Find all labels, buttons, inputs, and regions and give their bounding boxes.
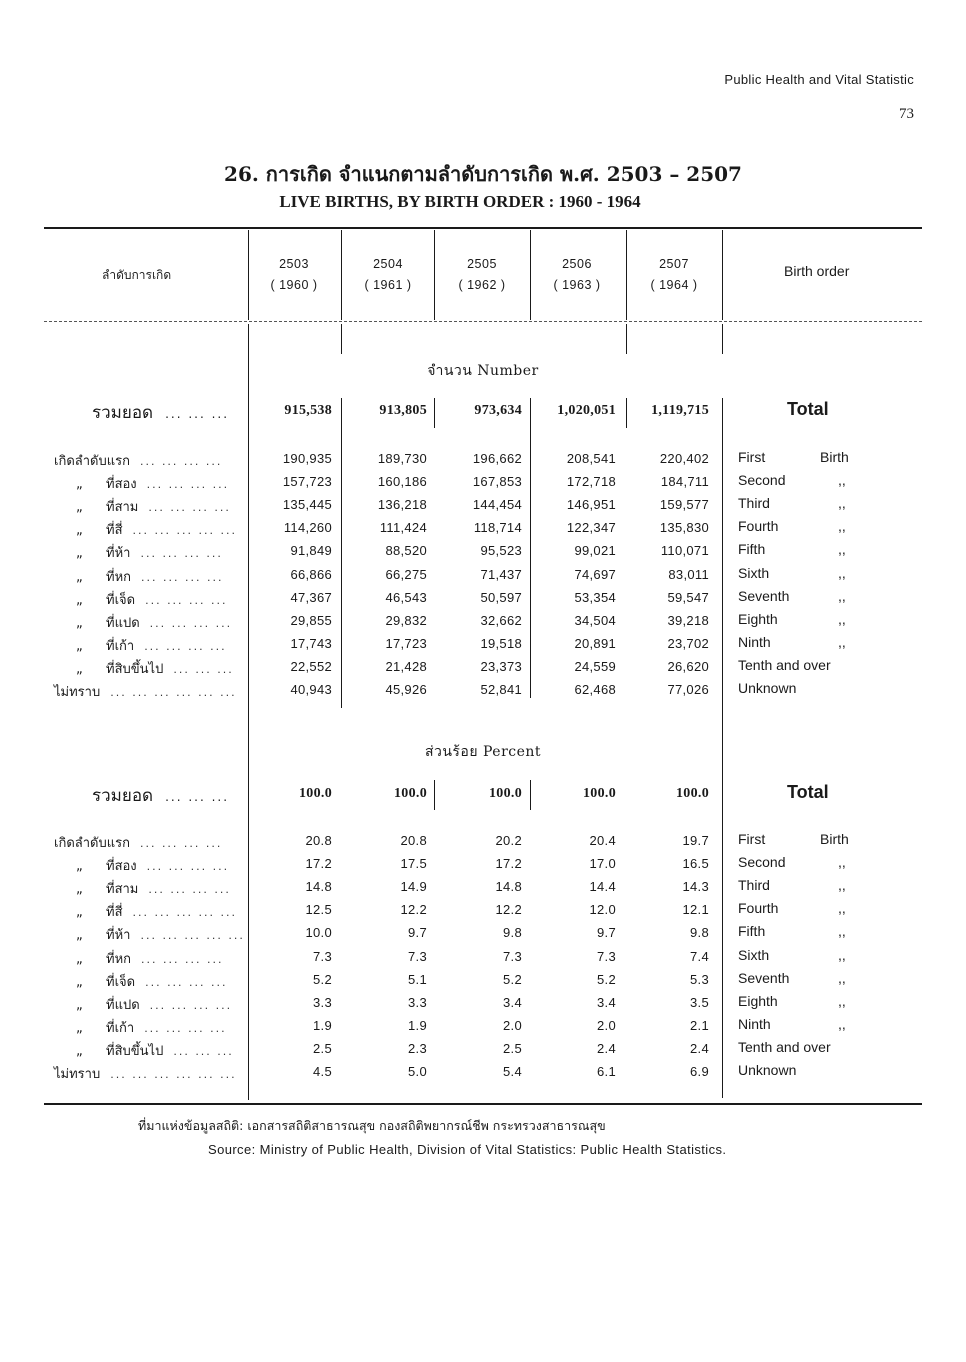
table-cell-value: 5.0 [408,1064,427,1079]
total-label-text: รวมยอด [92,786,154,806]
row-label-thai [54,681,237,702]
table-cell-value: 12.2 [495,902,522,917]
year-be: 2503 [279,257,309,271]
total-label-thai [92,782,229,809]
leader-dots: ... ... ... [165,407,230,421]
table-cell-value: 190,935 [282,451,332,466]
leader-dots: ... ... ... ... ... [132,524,237,537]
row-label-text: ที่สี่ [106,905,123,920]
table-cell-value: 135,830 [659,520,709,535]
ditto-mark: „ [76,546,83,561]
row-label-thai [76,519,237,540]
table-cell-value: 26,620 [667,659,709,674]
row-label-thai [76,971,228,992]
table-cell-value: 5.2 [597,972,616,987]
table-cell-value: 184,711 [660,474,709,489]
row-label-thai [76,1040,234,1061]
table-cell-value: 6.1 [597,1064,616,1079]
table-cell-value: 4.5 [313,1064,332,1079]
row-label-english-suffix: ,, [838,472,846,488]
table-cell-value: 14.8 [495,879,522,894]
table-cell-value: 45,926 [385,682,427,697]
row-label-english-suffix: ,, [838,854,846,870]
table-cell-value: 2.1 [690,1018,709,1033]
table-cell-value: 20.4 [589,833,616,848]
year-header [343,254,433,296]
row-label-english-suffix: ,, [838,565,846,581]
row-label-text: ที่สอง [106,477,137,492]
ditto-mark: „ [76,859,83,874]
leader-dots: ... ... ... [173,663,234,676]
row-label-english-suffix: ,, [838,993,846,1009]
table-cell-value: 7.4 [690,949,709,964]
header-divider [434,230,435,320]
table-cell-value: 3.3 [408,995,427,1010]
header-birth-order-english: Birth order [784,263,850,279]
year-header [532,254,622,296]
year-ce: ( 1964 ) [650,278,698,292]
row-label-english-suffix: ,, [838,1016,846,1032]
table-cell-value: 5.4 [503,1064,522,1079]
row-label-english: Tenth and over [738,1039,831,1055]
header-divider [530,230,531,320]
row-label-english-suffix: ,, [838,541,846,557]
table-cell-value: 40,943 [290,682,332,697]
table-cell-value: 77,026 [667,682,709,697]
table-cell-value: 2.5 [313,1041,332,1056]
body-divider [248,324,249,1100]
total-label-english: Total [787,399,829,419]
table-cell-value: 172,718 [566,474,616,489]
table-cell-value: 2.4 [597,1041,616,1056]
row-label-english: Fifth [738,923,766,939]
table-cell-value: 24,559 [574,659,616,674]
ditto-mark: „ [76,1021,83,1036]
table-cell-value: 19,518 [480,636,522,651]
table-cell-value: 16.5 [682,856,709,871]
table-cell-value: 12.5 [305,902,332,917]
total-value: 100.0 [394,786,427,801]
row-label-english: Eighth [738,993,778,1009]
total-value: 100.0 [583,786,616,801]
leader-dots: ... ... ... ... [146,478,230,491]
ditto-mark: „ [76,639,83,654]
row-label-english: First [738,831,766,847]
row-label-english: Third [738,877,770,893]
row-label-thai [76,994,232,1015]
row-label-english: Sixth [738,565,770,581]
row-label-text: ที่แปด [106,616,140,631]
row-label-english-suffix: ,, [838,900,846,916]
table-cell-value: 159,577 [659,497,709,512]
row-label-text: ที่หก [106,952,132,967]
table-cell-value: 91,849 [290,543,332,558]
ditto-mark: „ [76,616,83,631]
table-cell-value: 1.9 [313,1018,332,1033]
row-label-text: ที่ห้า [106,546,131,561]
total-label-thai [92,399,229,426]
table-cell-value: 83,011 [668,567,709,582]
table-cell-value: 1.9 [408,1018,427,1033]
row-label-thai [54,450,222,471]
header-birth-order-thai: ลำดับการเกิด [102,268,172,282]
total-value: 973,634 [474,403,522,418]
total-value: 1,119,715 [651,403,709,418]
row-label-english-suffix: ,, [838,634,846,650]
table-title-thai: 26. การเกิด จำแนกตามลำดับการเกิด พ.ศ. 2503 – 2507 [224,162,742,186]
table-cell-value: 9.7 [597,925,616,940]
row-label-text: ที่สี่ [106,523,123,538]
row-label-thai [76,589,228,610]
table-cell-value: 14.4 [589,879,616,894]
table-cell-value: 3.4 [597,995,616,1010]
table-cell-value: 118,714 [473,520,522,535]
table-cell-value: 3.5 [690,995,709,1010]
table-cell-value: 17,743 [290,636,332,651]
leader-dots: ... ... ... ... [146,860,230,873]
table-cell-value: 208,541 [566,451,616,466]
year-ce: ( 1961 ) [364,278,412,292]
table-cell-value: 5.1 [408,972,427,987]
table-bottom-rule [44,1103,922,1105]
table-cell-value: 135,445 [282,497,332,512]
table-cell-value: 114,260 [283,520,332,535]
row-label-english-suffix: ,, [838,518,846,534]
table-cell-value: 220,402 [659,451,709,466]
row-label-thai [76,901,237,922]
table-cell-value: 122,347 [566,520,616,535]
total-value: 915,538 [284,403,332,418]
table-cell-value: 5.3 [690,972,709,987]
leader-dots: ... ... ... ... ... [132,906,237,919]
total-label-text: รวมยอด [92,403,154,423]
row-label-english: Ninth [738,634,771,650]
row-label-text: ที่แปด [106,998,140,1013]
table-cell-value: 20,891 [574,636,616,651]
year-be: 2505 [467,257,497,271]
row-label-thai [54,832,222,853]
table-cell-value: 47,367 [290,590,332,605]
row-label-thai [76,496,231,517]
table-cell-value: 12.1 [682,902,709,917]
table-cell-value: 146,951 [566,497,616,512]
table-cell-value: 14.3 [682,879,709,894]
header-divider [626,230,627,320]
row-label-english: Ninth [738,1016,771,1032]
row-label-text: ที่สาม [106,882,139,897]
row-label-english: Unknown [738,1062,797,1078]
source-note-thai: ที่มาแห่งข้อมูลสถิติ: เอกสารสถิติสาธารณสุข กองสถิติพยากรณ์ชีพ กระทรวงสาธารณสุข [138,1118,606,1133]
year-header [629,254,719,296]
ditto-mark: „ [76,523,83,538]
row-label-english: Unknown [738,680,797,696]
table-cell-value: 2.5 [503,1041,522,1056]
ditto-mark: „ [76,905,83,920]
row-label-english-suffix: Birth [820,831,849,847]
row-label-thai [76,566,223,587]
table-cell-value: 99,021 [574,543,616,558]
table-cell-value: 189,730 [377,451,427,466]
row-label-english: Sixth [738,947,770,963]
running-head: Public Health and Vital Statistic [724,72,914,87]
table-cell-value: 7.3 [408,949,427,964]
ditto-mark: „ [76,928,83,943]
row-label-thai [76,658,234,679]
leader-dots: ... ... ... ... [144,640,227,653]
ditto-mark: „ [76,477,83,492]
row-label-text: ที่เก้า [106,639,135,654]
row-label-english-suffix: ,, [838,947,846,963]
leader-dots: ... ... ... ... [144,1022,227,1035]
table-cell-value: 7.3 [313,949,332,964]
table-cell-value: 22,552 [290,659,332,674]
leader-dots: ... ... ... ... ... ... [110,686,237,699]
table-cell-value: 5.2 [313,972,332,987]
row-label-text: ที่ห้า [106,928,131,943]
row-label-text: ที่หก [106,570,132,585]
row-label-english-suffix: ,, [838,970,846,986]
row-label-english-suffix: ,, [838,877,846,893]
row-label-english: Third [738,495,770,511]
table-title-english: LIVE BIRTHS, BY BIRTH ORDER : 1960 - 1964 [279,192,641,211]
leader-dots: ... ... ... ... [148,883,231,896]
table-cell-value: 71,437 [480,567,522,582]
page-number: 73 [899,106,914,122]
total-value: 1,020,051 [557,403,616,418]
ditto-mark: „ [76,1044,83,1059]
leader-dots: ... ... ... ... [148,501,231,514]
table-cell-value: 2.0 [503,1018,522,1033]
row-label-english: Fifth [738,541,766,557]
table-cell-value: 66,866 [290,567,332,582]
table-cell-value: 157,723 [282,474,332,489]
table-cell-value: 6.9 [690,1064,709,1079]
body-divider [626,324,627,354]
table-cell-value: 20.8 [305,833,332,848]
total-label-english: Total [787,782,829,802]
table-cell-value: 14.8 [305,879,332,894]
row-label-thai [76,878,231,899]
year-header [249,254,339,296]
table-cell-value: 9.8 [690,925,709,940]
table-cell-value: 111,424 [379,520,427,535]
section-label: ส่วนร้อย Percent [424,744,542,760]
table-cell-value: 52,841 [480,682,522,697]
ditto-mark: „ [76,593,83,608]
total-value: 100.0 [676,786,709,801]
table-cell-value: 32,662 [480,613,522,628]
row-label-english-suffix: Birth [820,449,849,465]
table-cell-value: 12.2 [400,902,427,917]
header-divider [722,230,723,320]
leader-dots: ... ... ... ... [139,455,223,468]
table-cell-value: 29,855 [290,613,332,628]
table-cell-value: 144,454 [472,497,522,512]
table-cell-value: 17.2 [495,856,522,871]
row-label-text: ที่สาม [106,500,139,515]
row-label-thai [76,635,227,656]
row-label-text: เกิดลำดับแรก [54,836,130,851]
row-label-text: ไม่ทราบ [54,1067,101,1082]
table-cell-value: 3.3 [313,995,332,1010]
table-cell-value: 17,723 [385,636,427,651]
body-divider [434,398,435,428]
year-be: 2504 [373,257,403,271]
table-cell-value: 7.3 [597,949,616,964]
ditto-mark: „ [76,570,83,585]
row-label-thai [76,542,223,563]
table-cell-value: 62,468 [574,682,616,697]
row-label-text: เกิดลำดับแรก [54,454,130,469]
row-label-text: ที่สิบขึ้นไป [106,662,164,677]
row-label-english: Seventh [738,588,790,604]
table-cell-value: 12.0 [589,902,616,917]
ditto-mark: „ [76,662,83,677]
table-cell-value: 21,428 [385,659,427,674]
leader-dots: ... ... ... ... ... [140,929,245,942]
row-label-thai [76,1017,227,1038]
ditto-mark: „ [76,998,83,1013]
table-cell-value: 59,547 [667,590,709,605]
body-divider [530,398,531,698]
ditto-mark: „ [76,952,83,967]
table-cell-value: 167,853 [472,474,522,489]
table-cell-value: 160,186 [377,474,427,489]
row-label-english-suffix: ,, [838,588,846,604]
table-cell-value: 50,597 [480,590,522,605]
row-label-english: Second [738,854,786,870]
table-top-rule [44,227,922,229]
table-cell-value: 23,373 [480,659,522,674]
row-label-thai [76,855,229,876]
table-cell-value: 20.2 [495,833,522,848]
leader-dots: ... ... ... ... [141,953,224,966]
row-label-text: ที่เก้า [106,1021,135,1036]
row-label-text: ไม่ทราบ [54,685,101,700]
leader-dots: ... ... ... ... [149,617,233,630]
leader-dots: ... ... ... ... [139,837,223,850]
row-label-thai [76,948,223,969]
row-label-thai [76,473,229,494]
row-label-thai [54,1063,237,1084]
row-label-thai [76,924,245,945]
leader-dots: ... ... ... ... [145,976,228,989]
year-ce: ( 1960 ) [270,278,318,292]
table-cell-value: 23,702 [667,636,709,651]
table-cell-value: 17.0 [589,856,616,871]
table-cell-value: 136,218 [377,497,427,512]
leader-dots: ... ... ... ... [145,594,228,607]
table-cell-value: 17.5 [400,856,427,871]
row-label-english: Seventh [738,970,790,986]
year-be: 2507 [659,257,689,271]
leader-dots: ... ... ... ... [149,999,233,1012]
body-divider [341,398,342,708]
body-divider [434,780,435,810]
total-value: 100.0 [299,786,332,801]
leader-dots: ... ... ... [173,1045,234,1058]
leader-dots: ... ... ... [165,790,230,804]
row-label-text: ที่เจ็ด [106,593,136,608]
row-label-english: Fourth [738,518,779,534]
year-ce: ( 1962 ) [458,278,506,292]
table-cell-value: 110,071 [660,543,709,558]
table-cell-value: 17.2 [305,856,332,871]
table-cell-value: 19.7 [682,833,709,848]
leader-dots: ... ... ... ... [140,547,223,560]
table-cell-value: 2.4 [690,1041,709,1056]
row-label-text: ที่สอง [106,859,137,874]
table-cell-value: 34,504 [574,613,616,628]
table-cell-value: 74,697 [574,567,616,582]
table-cell-value: 7.3 [503,949,522,964]
row-label-english-suffix: ,, [838,495,846,511]
row-label-english: Eighth [738,611,778,627]
row-label-english: Fourth [738,900,779,916]
table-cell-value: 10.0 [305,925,332,940]
table-cell-value: 53,354 [574,590,616,605]
row-label-english-suffix: ,, [838,923,846,939]
table-cell-value: 5.2 [503,972,522,987]
section-label: จำนวน Number [427,363,539,379]
row-label-english: Second [738,472,786,488]
row-label-english: First [738,449,766,465]
table-cell-value: 39,218 [667,613,709,628]
table-cell-value: 14.9 [400,879,427,894]
table-cell-value: 29,832 [385,613,427,628]
row-label-text: ที่เจ็ด [106,975,136,990]
body-divider [722,324,723,354]
ditto-mark: „ [76,500,83,515]
row-label-english-suffix: ,, [838,611,846,627]
table-cell-value: 9.7 [408,925,427,940]
table-cell-value: 2.3 [408,1041,427,1056]
table-cell-value: 9.8 [503,925,522,940]
year-ce: ( 1963 ) [553,278,601,292]
table-cell-value: 2.0 [597,1018,616,1033]
leader-dots: ... ... ... ... ... ... [110,1068,237,1081]
leader-dots: ... ... ... ... [141,571,224,584]
year-header [437,254,527,296]
ditto-mark: „ [76,882,83,897]
body-divider [341,324,342,354]
total-value: 913,805 [379,403,427,418]
header-separator-rule [44,321,922,322]
table-cell-value: 95,523 [480,543,522,558]
row-label-english: Tenth and over [738,657,831,673]
table-cell-value: 3.4 [503,995,522,1010]
row-label-text: ที่สิบขึ้นไป [106,1044,164,1059]
table-cell-value: 20.8 [400,833,427,848]
source-note-english: Source: Ministry of Public Health, Division of Vital Statistics: Public Health Statistics. [208,1142,727,1157]
row-label-thai [76,612,232,633]
table-cell-value: 196,662 [472,451,522,466]
table-cell-value: 88,520 [385,543,427,558]
year-be: 2506 [562,257,592,271]
header-divider [341,230,342,320]
table-cell-value: 66,275 [385,567,427,582]
table-cell-value: 46,543 [385,590,427,605]
ditto-mark: „ [76,975,83,990]
total-value: 100.0 [489,786,522,801]
